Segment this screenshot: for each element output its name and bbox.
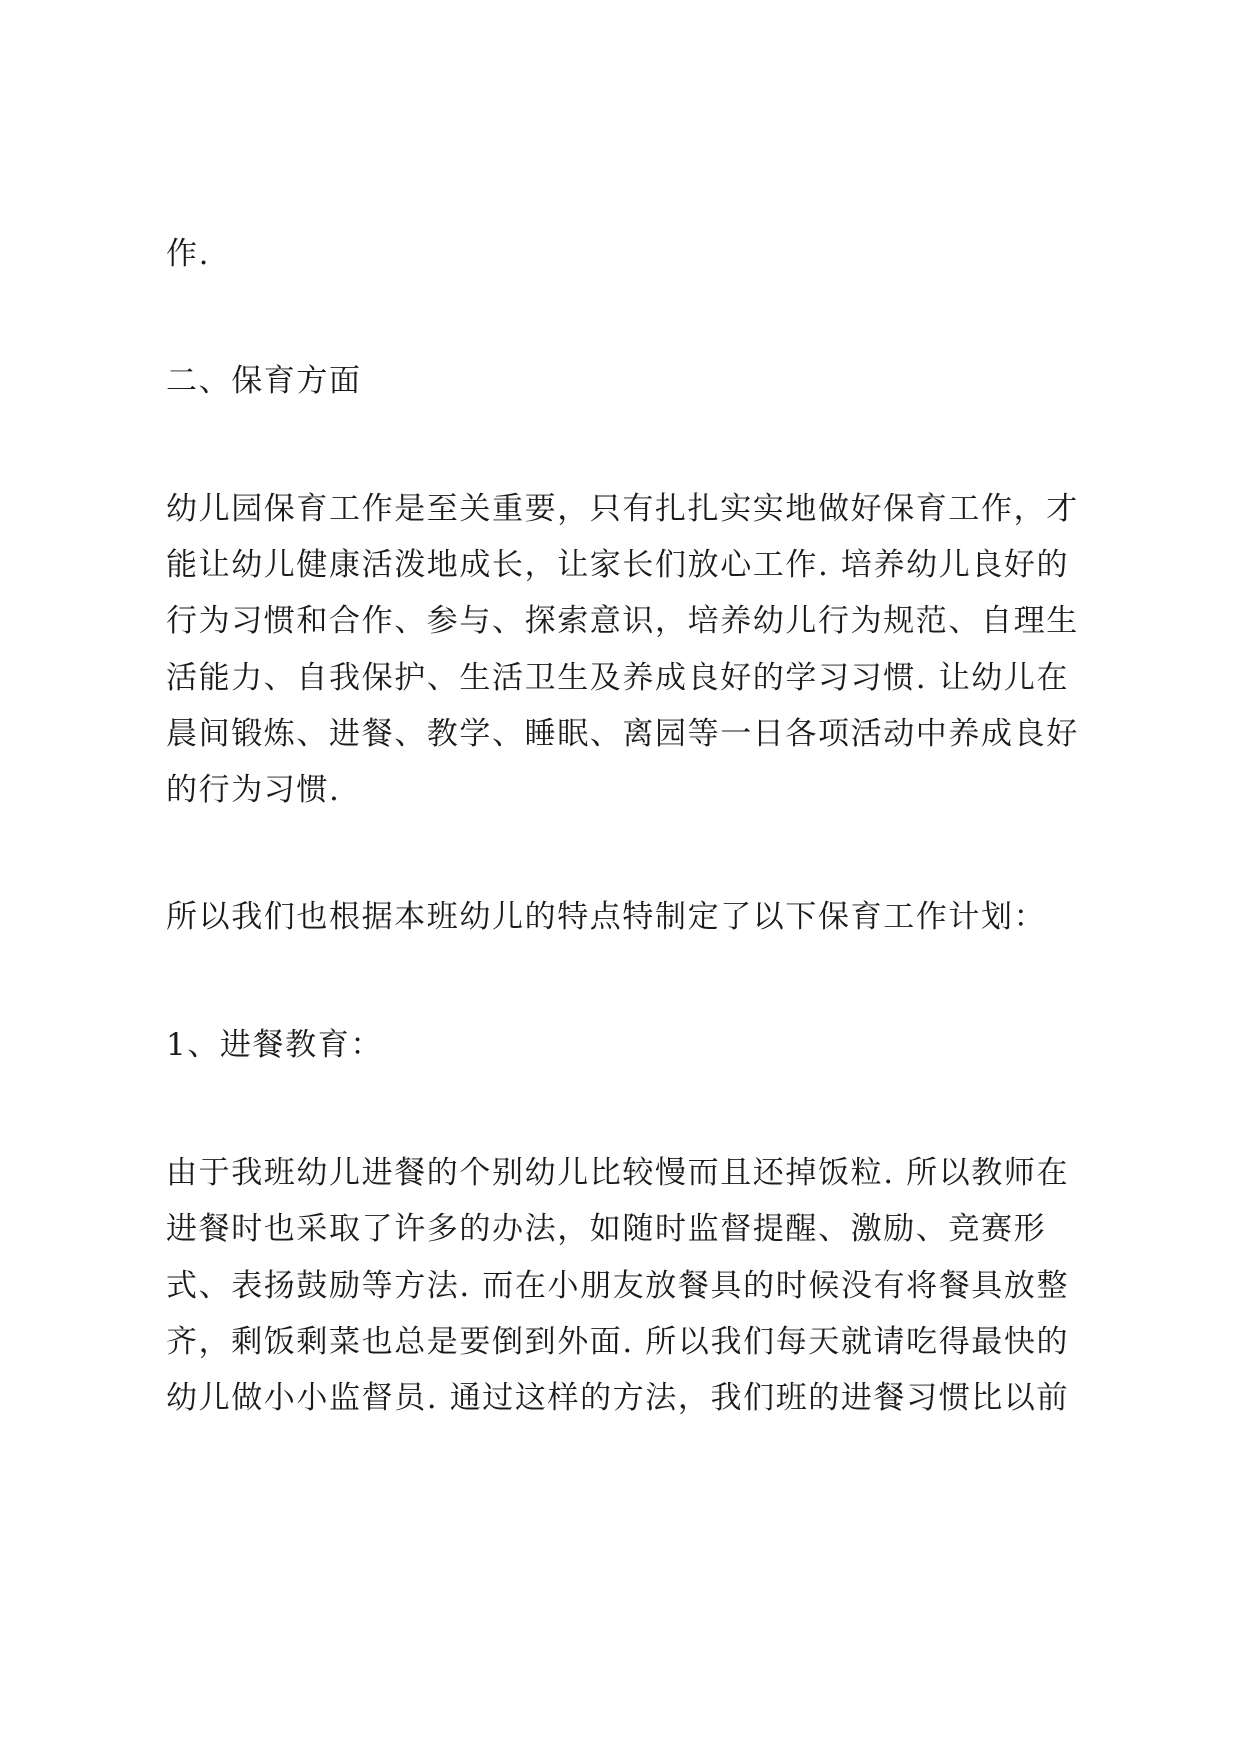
paragraph-line: 幼儿做小小监督员. 通过这样的方法，我们班的进餐习惯比以前 [166, 1380, 1070, 1416]
paragraph-line: 晨间锻炼、进餐、教学、睡眠、离园等一日各项活动中养成良好 [166, 716, 1079, 752]
paragraph-line: 行为习惯和合作、参与、探索意识，培养幼儿行为规范、自理生 [166, 603, 1079, 639]
paragraph-line: 式、表扬鼓励等方法. 而在小朋友放餐具的时候没有将餐具放整 [166, 1268, 1070, 1304]
section-heading: 二、保育方面 [166, 363, 362, 399]
fragment-text: 作. [166, 236, 211, 272]
paragraph-line: 由于我班幼儿进餐的个别幼儿比较慢而且还掉饭粒. 所以教师在 [166, 1155, 1070, 1191]
paragraph-line: 活能力、自我保护、生活卫生及养成良好的学习习惯. 让幼儿在 [166, 660, 1070, 696]
paragraph-line: 齐，剩饭剩菜也总是要倒到外面. 所以我们每天就请吃得最快的 [166, 1324, 1070, 1360]
paragraph-line: 进餐时也采取了许多的办法，如随时监督提醒、激励、竞赛形 [166, 1211, 1047, 1247]
paragraph-text: 所以我们也根据本班幼儿的特点特制定了以下保育工作计划： [166, 899, 1047, 935]
paragraph-line: 能让幼儿健康活泼地成长，让家长们放心工作. 培养幼儿良好的 [166, 547, 1070, 583]
paragraph-line: 幼儿园保育工作是至关重要，只有扎扎实实地做好保育工作，才 [166, 491, 1079, 527]
subheading: 1、进餐教育： [166, 1027, 383, 1063]
paragraph-line: 的行为习惯. [166, 772, 341, 808]
